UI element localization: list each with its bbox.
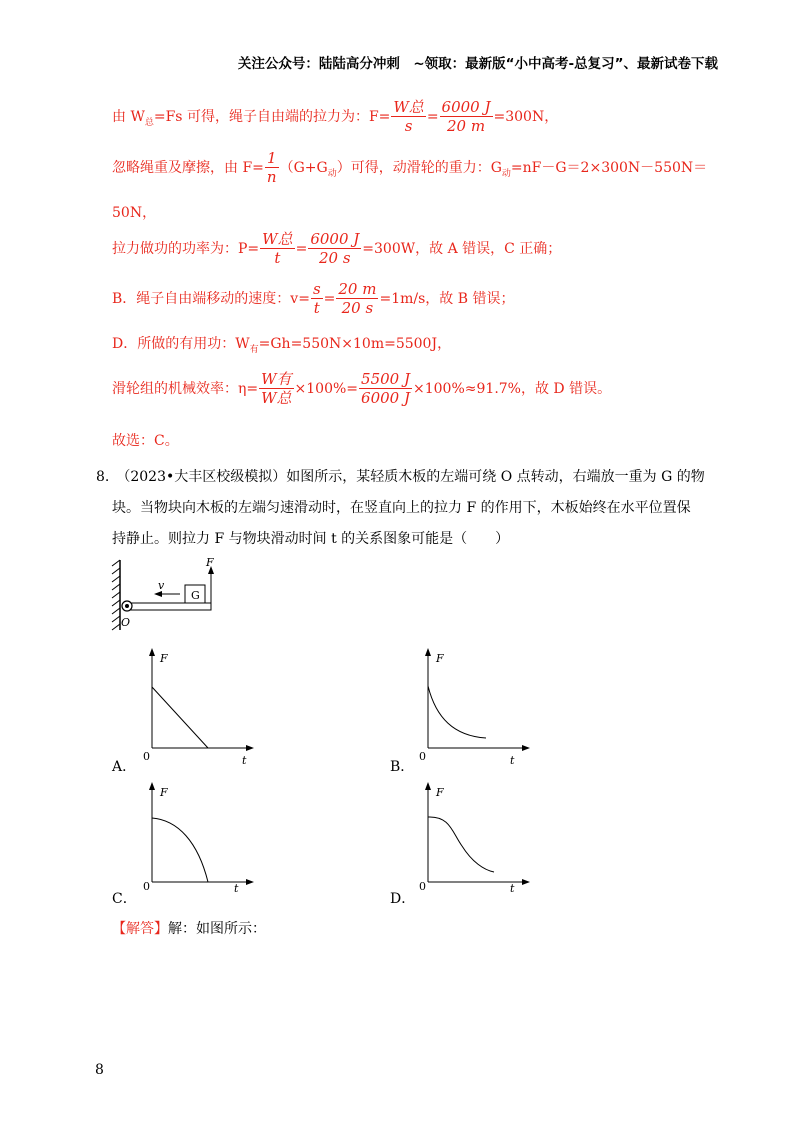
x-axis-label: t <box>510 882 515 895</box>
question-line-2: 块。当物块向木板的左端匀速滑动时，在竖直向上的拉力 F 的作用下，木板始终在水平位置保 <box>112 500 691 516</box>
curve-b <box>428 686 486 738</box>
solution-line-3: 50N， <box>112 205 157 221</box>
option-a-label[interactable]: A． <box>112 759 137 775</box>
option-b-label[interactable]: B． <box>390 759 415 775</box>
graph-b <box>414 648 534 768</box>
origin-label: 0 <box>419 750 426 763</box>
question-line-1: 8. （2023•大丰区校级模拟）如图所示，某轻质木板的左端可绕 O 点转动，右端放一重为 G 的物 <box>96 469 705 485</box>
answer-tag: 【解答】 <box>112 921 168 937</box>
origin-label: 0 <box>143 880 150 893</box>
question-line-3: 持静止。则拉力 F 与物块滑动时间 t 的关系图象可能是（ ） <box>112 531 510 547</box>
answer-text: 解：如图所示： <box>168 921 266 937</box>
solution-line-4: 拉力做功的功率为：P= $\frac{\text{W总}}{t}$ = $\frac{6000 J}{20 s}$ =300W，故 A 错误，C 正确； <box>112 230 562 267</box>
graph-d <box>414 782 534 902</box>
wall <box>112 560 120 630</box>
y-axis-label: F <box>436 786 444 799</box>
block-label: G <box>191 589 200 602</box>
graph-c <box>138 782 258 902</box>
solution-line-7: 滑轮组的机械效率：η= $\frac{\text{W有}}{\text{W总}}$ ×100%= $\frac{5500 J}{6000 J}$ ×100%≈91.7%，故 D 错误。 <box>112 370 612 407</box>
x-axis-label: t <box>242 754 247 767</box>
lever-diagram <box>108 558 223 633</box>
solution-answer-line: 故选：C。 <box>112 433 179 449</box>
origin-label: 0 <box>419 880 426 893</box>
pivot-label: O <box>121 616 131 629</box>
x-axis-label: t <box>234 882 239 895</box>
board <box>127 603 211 610</box>
solution-line-6: D．所做的有用功：$W_有=Gh=550N\times 10m=5500J$， <box>112 336 452 355</box>
page-number: 8 <box>95 1062 104 1078</box>
solution-line-2: 忽略绳重及摩擦，由 F= $\frac{1}{n}$ $(G+G_动)$可得，动滑轮的重力：$G_动=nF-G=2\times 300N-550N=$ <box>112 149 708 186</box>
origin-label: 0 <box>143 750 150 763</box>
curve-a <box>152 687 208 748</box>
option-d-label[interactable]: D． <box>390 891 416 907</box>
y-axis-label: F <box>160 786 168 799</box>
y-axis-label: F <box>436 652 444 665</box>
force-label: F <box>206 556 214 569</box>
page-header: 关注公众号：陆陆高分冲刺 ~领取：最新版“小中高考-总复习”、最新试卷下载 <box>237 56 718 72</box>
velocity-label: v <box>158 579 165 592</box>
answer-line <box>112 922 266 936</box>
graph-a <box>138 648 258 768</box>
curve-d <box>428 817 494 872</box>
solution-line-5: B．绳子自由端移动的速度：v= $\frac{s}{t}$ = $\frac{20 m}{20 s}$ =1m/s，故 B 错误； <box>112 280 515 317</box>
solution-line-1: 由 $W_总=Fs$ 可得，绳子自由端的拉力为：F= $\frac{\text{W总}}{s}$ = $\frac{6000 J}{20 m}$ =300N， <box>112 98 559 135</box>
x-axis-label: t <box>510 754 515 767</box>
curve-c <box>152 818 208 882</box>
y-axis-label: F <box>160 652 168 665</box>
option-c-label[interactable]: C． <box>112 891 137 907</box>
